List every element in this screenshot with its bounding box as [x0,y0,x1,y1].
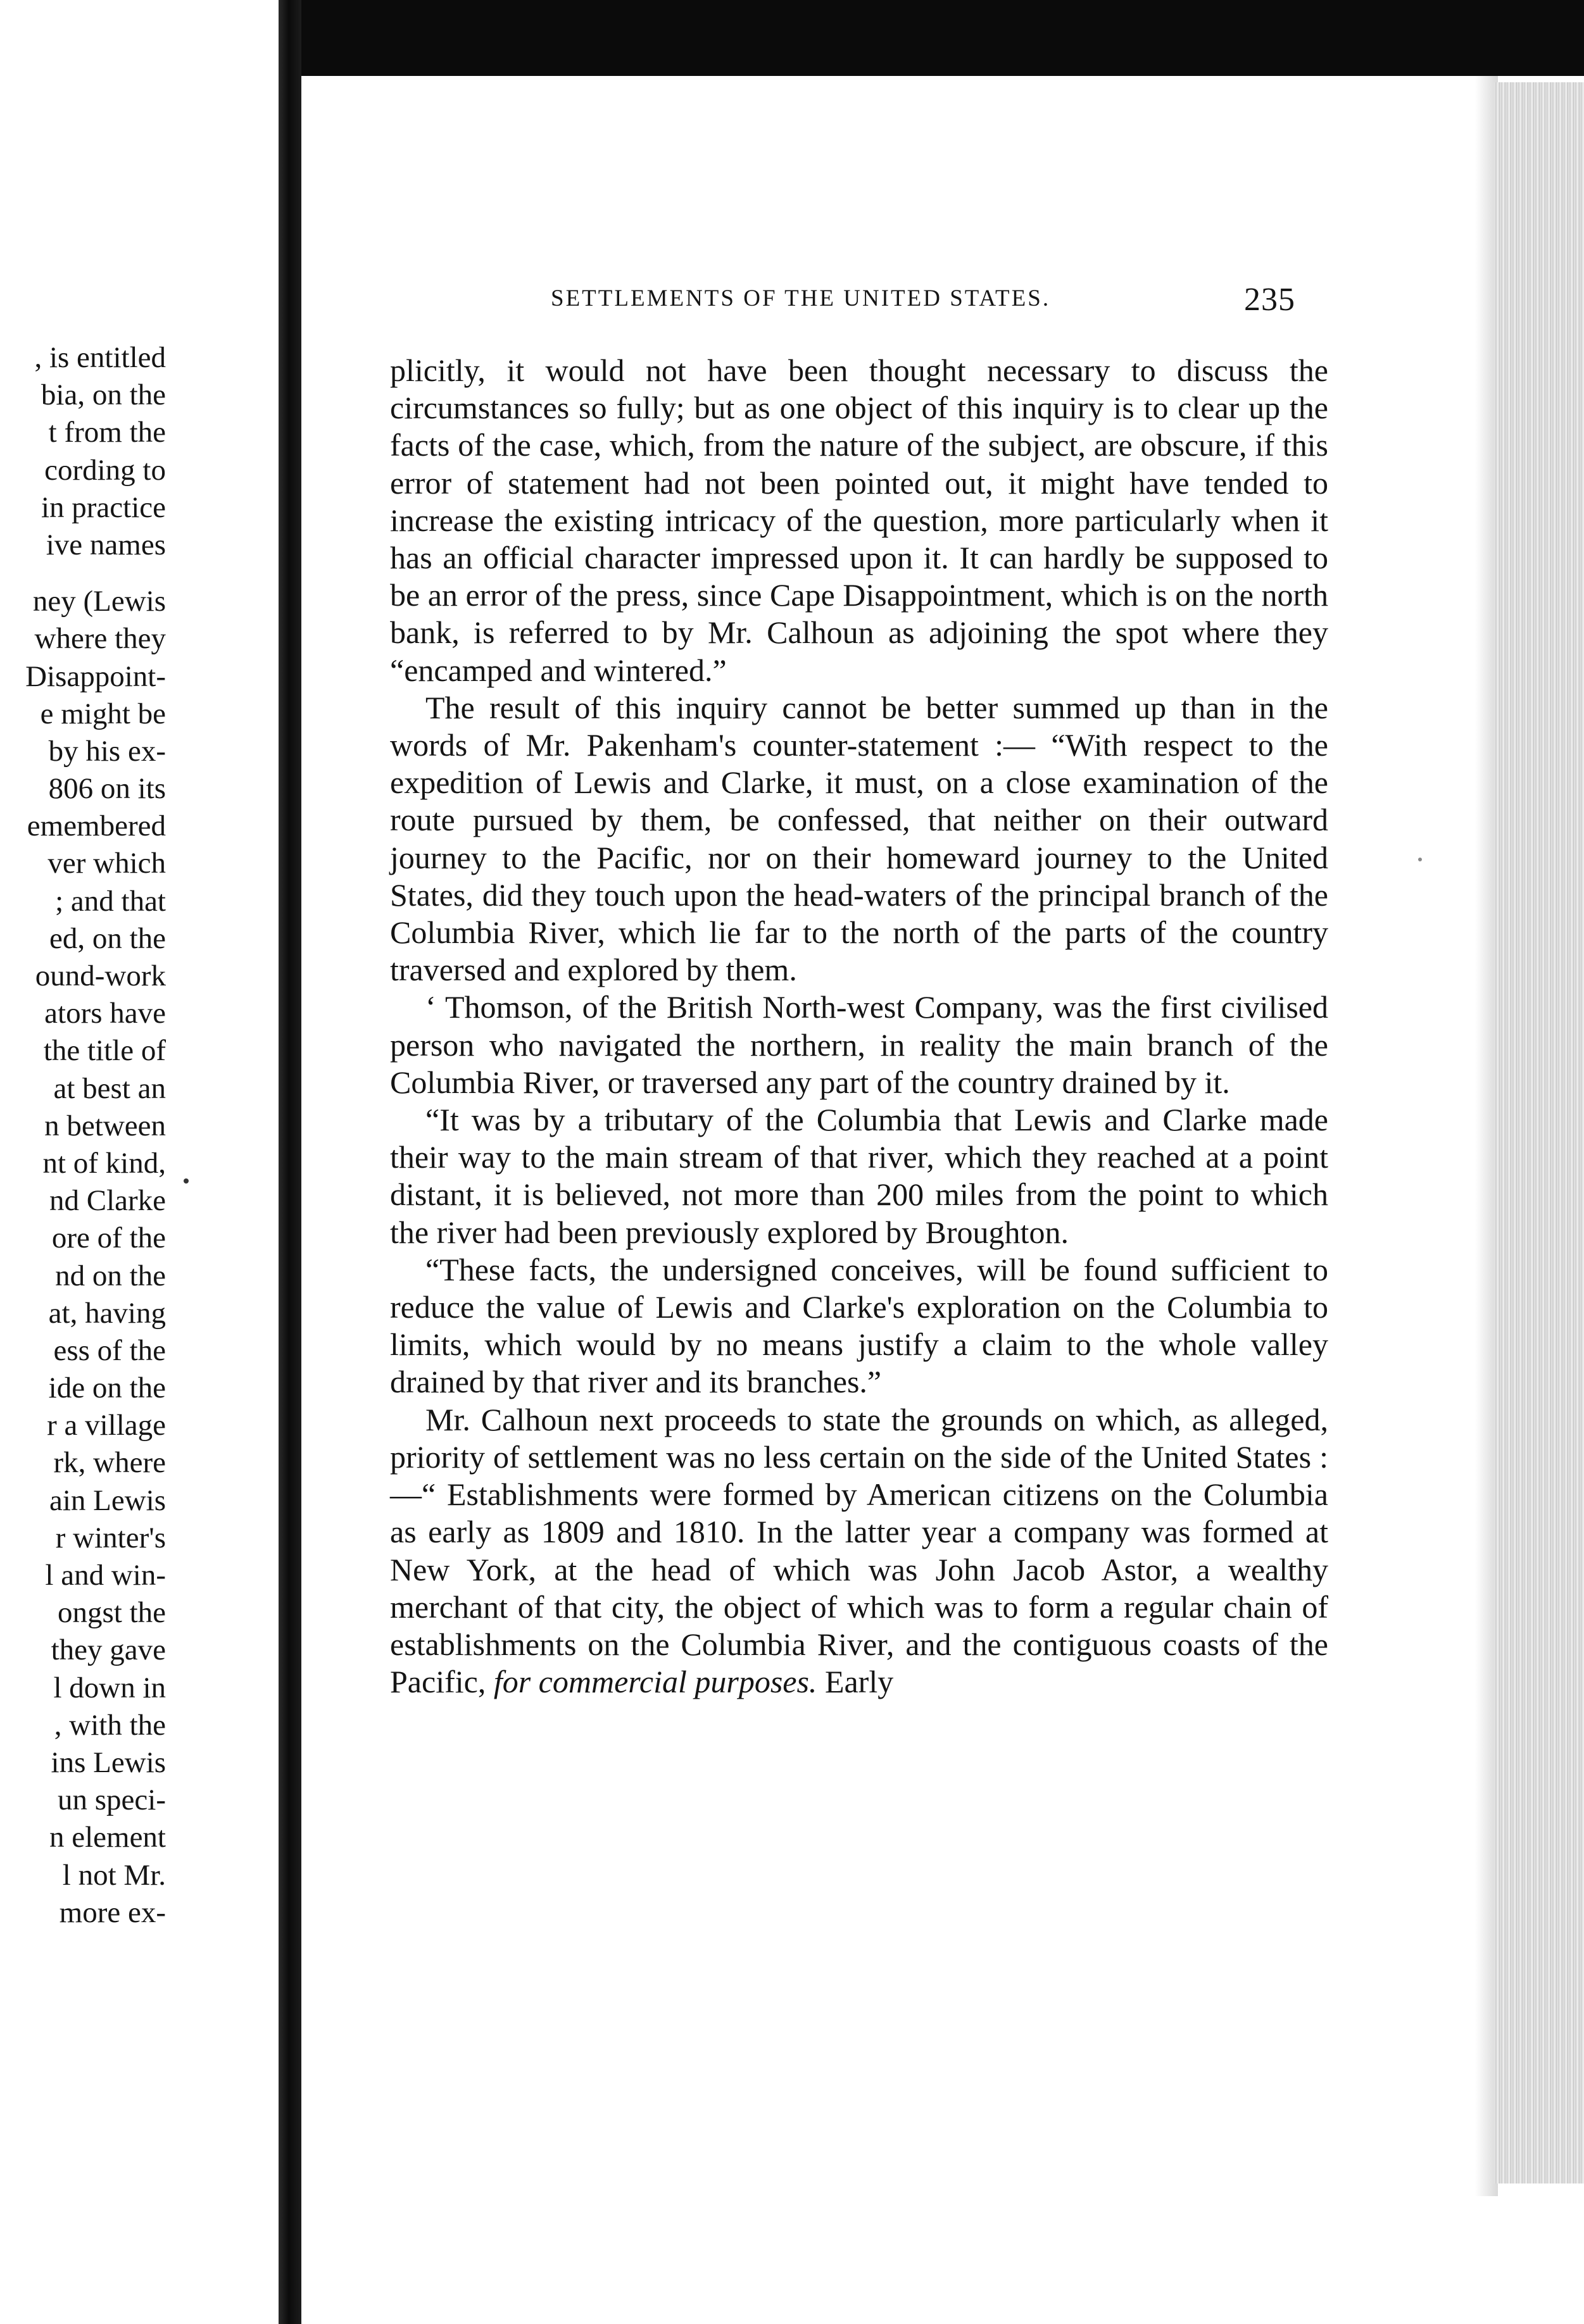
left-page-line: ide on the [48,1371,166,1405]
left-page-line: , is entitled [34,341,166,374]
left-page-line: ive names [46,528,166,561]
paragraph-2: The result of this inquiry cannot be better summed up than in the words of Mr. Pakenham's counter-statement :— “With respect to the expedition of Lewis and Clarke, it must, on a close examination of the route pursued by them, be confessed, that neither on their outward journey to the Pacific, nor on their homeward journey to the United States, did they touch upon the head-waters of the principal branch of the Columbia River, which lie far to the north of the parts of the country traversed and explored by them. [390,689,1328,988]
left-page-line: emembered [27,809,166,843]
left-page-line: n between [44,1109,166,1142]
left-page-line: r winter's [55,1521,166,1554]
running-title: SETTLEMENTS OF THE UNITED STATES. [551,285,1051,311]
left-page-line: at best an [53,1071,166,1105]
left-page-line: r a village [47,1409,166,1442]
paragraph-5: “These facts, the undersigned conceives, will be found sufficient to reduce the value of Lewis and Clarke's exploration on the Columbia to limits, which would by no means justify a claim to the whole valley drained by that river and its branches.” [390,1251,1328,1400]
left-page-line: e might be [40,697,166,730]
left-page-line: ins Lewis [51,1746,166,1779]
scan-border-top [279,0,1584,76]
left-page-line: at, having [48,1296,166,1330]
left-page-line: ain Lewis [49,1484,166,1517]
paragraph-3: ‘ Thomson, of the British North-west Company, was the first civilised person who navigated the northern, in reality the main branch of the Columbia River, or traversed any part of the country drained by it. [390,989,1328,1100]
page-number: 235 [1244,282,1295,318]
paragraph-6-end: Early [824,1664,894,1700]
paragraph-1: plicitly, it would not have been thought necessary to discuss the circumstances so fully; but as one object of this inquiry is to clear up the facts of the case, which, from the nature of the subject, are obscure, if this error of statement had not been pointed out, it might have tended to increase the existing intricacy of the question, more particularly when it has an official character impressed upon it. It can hardly be supposed to be an error of the press, since Cape Disappointment, which is on the north bank, is referred to by Mr. Calhoun as adjoining the spot where they “encamped and wintered.” [390,353,1328,688]
left-page-line: ore of the [51,1221,166,1255]
left-page-line: t from the [48,416,166,449]
left-page-line: more ex- [59,1896,166,1929]
left-page-line: in practice [41,490,166,524]
left-page-line: nd on the [55,1259,166,1292]
left-page-line: nt of kind, [42,1146,166,1180]
running-header [551,282,1329,323]
paragraph-4: “It was by a tributary of the Columbia that Lewis and Clarke made their way to the main stream of that river, which they reached at a point distant, it is believed, not more than 200 miles from the point to which the river had been previously explored by Broughton. [390,1102,1328,1250]
left-page-line: cording to [44,453,166,487]
left-page-line: ver which [47,847,166,880]
left-page-line: rk, where [53,1446,166,1480]
left-page-line: 806 on its [48,772,166,806]
left-page-line: where they [34,622,166,656]
page-body [390,352,1328,1701]
left-page-fragment [0,339,166,1932]
paragraph-6-italic: for commercial purposes. [493,1664,817,1700]
left-page-block-b [0,583,166,1932]
left-page-line: bia, on the [41,378,166,412]
left-page-line: Disappoint- [25,659,166,693]
left-page-line: l down in [53,1671,166,1704]
scan-speck [1418,858,1422,861]
left-page-line: the title of [43,1034,166,1068]
scan-speck [184,1178,189,1184]
paragraph-6 [390,1401,1328,1701]
left-page-line: ed, on the [49,921,166,955]
left-page-line: they gave [51,1634,166,1667]
left-page-line: l and win- [45,1559,166,1592]
left-page-line: ney (Lewis [32,585,166,618]
left-page-line: un speci- [58,1784,166,1817]
left-page-block-a [0,339,166,564]
left-page-line: ound-work [35,959,166,992]
left-page-line: n element [49,1821,166,1854]
paragraph-6-text: Mr. Calhoun next proceeds to state the grounds on which, as alleged, priority of settlement was no less certain on the side of the United States :—“ Establishments were formed by American citizens on the Columbia as early as 1809 and 1810. In the latter year a company was formed at New York, at the head of which was John Jacob Astor, a wealthy merchant of that city, the object of which was to form a regular chain of establishments on the Columbia River, and the contiguous coasts of the Pacific, [390,1401,1328,1700]
page-edges [1494,82,1584,2183]
left-page-line: ; and that [55,884,166,918]
left-page-line: nd Clarke [49,1184,166,1218]
left-page-line: l not Mr. [62,1858,166,1892]
left-page-line: by his ex- [48,734,166,768]
book-gutter [279,0,301,2324]
left-page-line: , with the [54,1708,166,1742]
page-bottom-margin [301,2196,1584,2324]
left-page-line: ess of the [53,1334,166,1367]
left-page-line: ongst the [57,1596,166,1630]
left-page-line: ators have [44,997,166,1030]
